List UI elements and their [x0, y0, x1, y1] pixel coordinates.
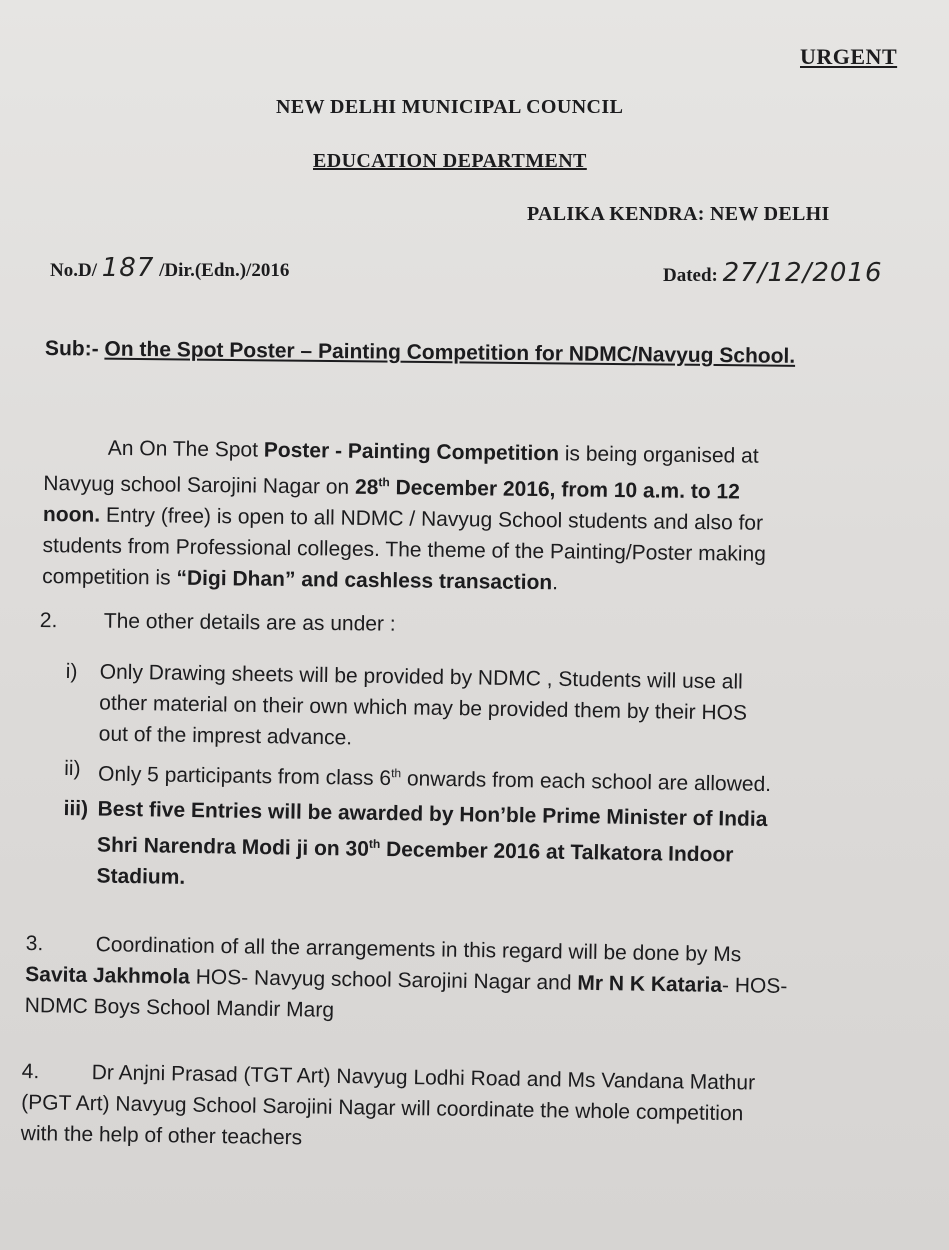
ordinal-suffix: th — [378, 475, 390, 490]
list-item — [62, 793, 770, 902]
text-run: HOS- Navyug school Sarojini Nagar and — [189, 965, 578, 995]
text-run: December 2016, from 10 a.m. to 12 — [389, 476, 740, 504]
text-run: Shri Narendra Modi ji on 30 — [96, 833, 370, 861]
item-line: Stadium. — [96, 864, 186, 889]
text-run: is being organised at — [558, 442, 759, 468]
reference-number — [50, 253, 289, 283]
paragraph-number: 3. — [25, 931, 44, 956]
competition-theme: “Digi Dhan” and cashless transaction — [176, 566, 553, 595]
council-name: NEW DELHI MUNICIPAL COUNCIL — [276, 96, 624, 118]
text-run: Coordination of all the arrangements in this regard will be done by Ms — [95, 933, 742, 967]
department-name: EDUCATION DEPARTMENT — [313, 150, 587, 172]
date-line — [663, 258, 883, 288]
event-date — [355, 476, 740, 504]
item-line: Best five Entries will be awarded by Hon’ble Prime Minister of India — [97, 797, 768, 832]
item-line — [98, 754, 771, 801]
paragraph-number: 2. — [39, 608, 58, 633]
text-run: Navyug school Sarojini Nagar on — [43, 471, 356, 499]
ordinal-suffix: th — [368, 836, 381, 851]
paragraph-3-line-3: NDMC Boys School Mandir Marg — [24, 993, 335, 1022]
paragraph-4-line-3: with the help of other teachers — [20, 1121, 303, 1150]
text-run: Only 5 participants from class 6 — [97, 762, 392, 791]
handwritten-number: 187 — [101, 253, 155, 283]
dated-label: Dated: — [663, 265, 718, 286]
paragraph-1-line-4: students from Professional colleges. The theme of the Painting/Poster making — [42, 533, 767, 566]
text-run: 28 — [354, 475, 379, 500]
text-run: noon. — [42, 502, 101, 527]
text-run: December 2016 at Talkatora Indoor — [380, 837, 734, 867]
item-label: ii) — [64, 756, 81, 781]
subject-line — [45, 337, 795, 369]
text-run: competition is — [42, 564, 177, 590]
subject-text: On the Spot Poster – Painting Competition for NDMC/Navyug School. — [104, 337, 796, 368]
paragraph-3 — [25, 928, 789, 1033]
text-run: Dr Anjni Prasad (TGT Art) Navyug Lodhi Road and Ms Vandana Mathur — [91, 1061, 756, 1095]
paragraph-1 — [42, 432, 767, 601]
paragraph-2-text: The other details are as under : — [103, 609, 396, 636]
ordinal-suffix: th — [391, 766, 402, 781]
subject-label: Sub:- — [44, 337, 99, 361]
coordinator-name: Savita Jakhmola — [25, 962, 191, 989]
office-place: PALIKA KENDRA: NEW DELHI — [527, 203, 830, 225]
paragraph-2 — [40, 605, 396, 640]
text-run: Entry (free) is open to all NDMC / Navyug School students and also for — [100, 503, 764, 535]
text-run: . — [552, 571, 559, 595]
item-line: out of the imprest advance. — [98, 722, 353, 750]
text-run: An On The Spot — [107, 436, 264, 462]
list-item — [65, 656, 773, 760]
item-line: Only Drawing sheets will be provided by NDMC , Students will use all — [99, 660, 743, 694]
list-item — [64, 753, 771, 800]
paragraph-4 — [21, 1056, 756, 1161]
item-label: i) — [65, 659, 78, 684]
urgent-label: URGENT — [800, 44, 898, 69]
item-line: other material on their own which may be provided them by their HOS — [99, 691, 748, 725]
paragraph-4-line-2: (PGT Art) Navyug School Sarojini Nagar will coordinate the whole competition — [21, 1090, 744, 1126]
paragraph-number: 4. — [21, 1059, 40, 1084]
text-run: onwards from each school are allowed. — [400, 767, 772, 797]
competition-name: Poster - Painting Competition — [263, 438, 560, 466]
details-list — [62, 656, 773, 902]
text-run: - HOS- — [721, 973, 788, 998]
item-label: iii) — [63, 796, 89, 821]
coordinator-name: Mr N K Kataria — [577, 971, 723, 997]
reference-suffix: /Dir.(Edn.)/2016 — [159, 260, 290, 281]
handwritten-date: 27/12/2016 — [722, 258, 883, 288]
reference-prefix: No.D/ — [50, 260, 97, 281]
